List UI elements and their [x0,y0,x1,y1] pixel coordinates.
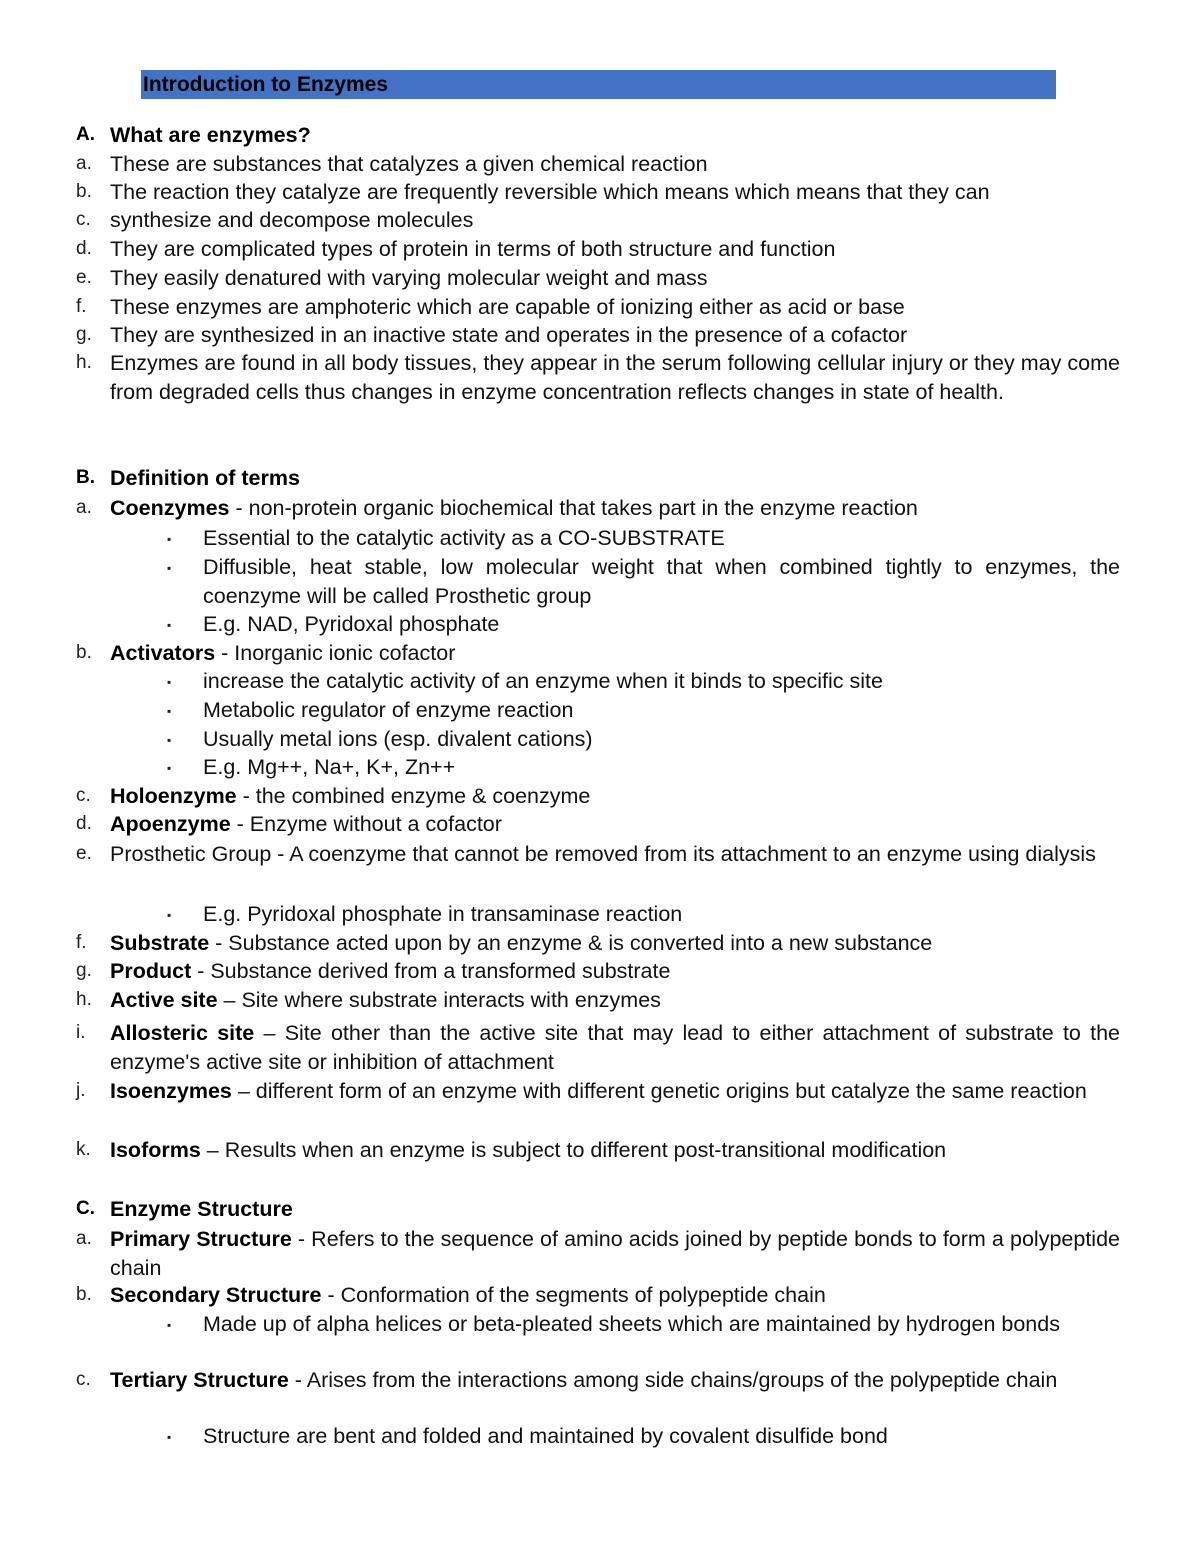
term-definition: - non-protein organic biochemical that takes part in the enzyme reaction [229,496,918,520]
list-marker: a. [76,497,92,518]
term-label: Product [110,959,192,983]
list-marker: b. [76,181,92,202]
bullet-text: Structure are bent and folded and maintained by covalent disulfide bond [203,1424,888,1448]
document-title: Introduction to Enzymes [143,73,389,96]
section-heading-c [76,1195,1120,1224]
term-definition: They are synthesized in an inactive state and operates in the presence of a cofactor [110,323,908,347]
list-item [76,494,1120,523]
bullet-item [167,1310,1120,1339]
list-marker: a. [76,153,92,174]
section-marker: C. [76,1198,95,1219]
list-item-text [110,206,1120,235]
bullet-text: increase the catalytic activity of an enzyme when it binds to specific site [203,669,883,693]
list-item-text [110,178,1120,207]
list-item [76,639,1120,668]
bullet-item [167,1422,1120,1451]
list-item [76,1136,1120,1165]
term-label: Coenzymes [110,496,230,520]
bullet-item [167,610,1120,639]
term-definition: They easily denatured with varying molecular weight and mass [110,266,708,290]
list-item-text [110,1136,1120,1165]
section-heading-b [76,464,1120,493]
section-heading-text: Definition of terms [110,466,300,490]
list-item [76,150,1120,179]
term-label: Primary Structure [110,1227,292,1251]
list-item-text [110,986,1120,1015]
bullet-text: Made up of alpha helices or beta-pleated sheets which are maintained by hydrogen bonds [203,1312,1060,1336]
section-marker: B. [76,467,95,488]
bullet-item [167,696,1120,725]
list-item [76,1225,1120,1282]
list-item-text [110,957,1120,986]
list-marker: h. [76,989,92,1010]
bullet-text: Usually metal ions (esp. divalent cations) [203,727,593,751]
list-item-text [110,321,1120,350]
list-marker: b. [76,1284,92,1305]
list-item-text [110,150,1120,179]
bullet-text: E.g. NAD, Pyridoxal phosphate [203,612,500,636]
list-item-text [110,1019,1120,1076]
list-marker: g. [76,324,92,345]
term-definition: These are substances that catalyzes a given chemical reaction [110,152,708,176]
list-item [76,178,1120,207]
title-bar [141,70,1056,99]
term-definition: - Conformation of the segments of polypeptide chain [321,1283,826,1307]
bullet-item [167,524,1120,553]
bullet-item [167,553,1120,610]
list-marker: e. [76,267,92,288]
list-marker: c. [76,1369,91,1390]
list-marker: h. [76,352,92,373]
term-definition: – Site other than the active site that may lead to either attachment of substrate to the enzyme's active site or inhibition of attachment [110,1021,1120,1074]
term-definition: - Inorganic ionic cofactor [215,641,456,665]
section-heading-a [76,121,1120,150]
list-item-text [110,840,1120,869]
bullet-item [167,667,1120,696]
list-item-text [110,1366,1120,1395]
list-item [76,1019,1120,1076]
term-definition: - the combined enzyme & coenzyme [236,784,591,808]
list-marker: b. [76,642,92,663]
list-item [76,810,1120,839]
term-label: Substrate [110,931,210,955]
list-marker: e. [76,843,92,864]
bullet-icon: ▪ [167,675,172,689]
list-item-text [110,1225,1120,1282]
term-definition: They are complicated types of protein in terms of both structure and function [110,237,836,261]
list-item [76,957,1120,986]
list-marker: k. [76,1139,91,1160]
list-item-text [110,929,1120,958]
bullet-icon: ▪ [167,1430,172,1444]
bullet-text: E.g. Mg++, Na+, K+, Zn++ [203,755,456,779]
bullet-text: Diffusible, heat stable, low molecular weight that when combined tightly to enzymes, the coenzyme will be called Prosthetic group [203,555,1120,608]
bullet-icon: ▪ [167,618,172,632]
list-marker: c. [76,209,91,230]
term-label: Apoenzyme [110,812,231,836]
term-definition: These enzymes are amphoteric which are capable of ionizing either as acid or base [110,295,905,319]
term-definition: The reaction they catalyze are frequently reversible which means which means that they can [110,180,990,204]
bullet-icon: ▪ [167,1318,172,1332]
bullet-icon: ▪ [167,733,172,747]
term-label: Active site [110,988,218,1012]
term-definition: - Enzyme without a cofactor [230,812,502,836]
term-label: Activators [110,641,216,665]
list-item [76,1281,1120,1310]
term-definition: – Site where substrate interacts with enzymes [217,988,661,1012]
term-label: Isoenzymes [110,1079,232,1103]
bullet-icon: ▪ [167,532,172,546]
list-item [76,206,1120,235]
list-marker: f. [76,932,87,953]
list-item [76,782,1120,811]
term-label: Isoforms [110,1138,201,1162]
list-marker: j. [76,1080,86,1101]
term-definition: - Refers to the sequence of amino acids joined by peptide bonds to form a polypeptide chain [110,1227,1120,1280]
list-marker: d. [76,238,92,259]
list-item-text [110,1281,1120,1310]
list-item [76,1077,1120,1106]
list-marker: c. [76,785,91,806]
list-item-text [110,235,1120,264]
list-item-text [110,810,1120,839]
section-heading-text: Enzyme Structure [110,1197,293,1221]
term-definition: - Arises from the interactions among side chains/groups of the polypeptide chain [288,1368,1058,1392]
list-item [76,264,1120,293]
bullet-icon: ▪ [167,704,172,718]
term-definition: Prosthetic Group - A coenzyme that cannot be removed from its attachment to an enzyme using dialysis [110,842,1096,866]
list-item-text [110,494,1120,523]
list-item [76,349,1120,406]
list-item [76,293,1120,322]
list-marker: f. [76,296,87,317]
term-label: Holoenzyme [110,784,237,808]
bullet-item [167,725,1120,754]
list-item [76,840,1120,869]
list-marker: g. [76,960,92,981]
term-definition: – different form of an enzyme with different genetic origins but catalyze the same reaction [231,1079,1087,1103]
bullet-icon: ▪ [167,761,172,775]
bullet-text: Metabolic regulator of enzyme reaction [203,698,574,722]
list-item [76,235,1120,264]
list-item-text [110,639,1120,668]
term-label: Secondary Structure [110,1283,322,1307]
term-definition: - Substance acted upon by an enzyme & is converted into a new substance [209,931,933,955]
list-item-text [110,349,1120,406]
list-item-text [110,264,1120,293]
list-item [76,986,1120,1015]
list-item-text [110,293,1120,322]
term-definition: synthesize and decompose molecules [110,208,474,232]
list-marker: d. [76,813,92,834]
list-item [76,929,1120,958]
list-marker: i. [76,1022,86,1043]
list-item-text [110,1077,1120,1106]
section-marker: A. [76,124,95,145]
bullet-text: E.g. Pyridoxal phosphate in transaminase reaction [203,902,683,926]
term-label: Allosteric site [110,1021,255,1045]
term-definition: Enzymes are found in all body tissues, they appear in the serum following cellular injury or they may come from degraded cells thus changes in enzyme concentration reflects changes in state of health. [110,351,1120,404]
list-item-text [110,782,1120,811]
term-definition: – Results when an enzyme is subject to different post-transitional modification [200,1138,947,1162]
list-marker: a. [76,1228,92,1249]
list-item [76,321,1120,350]
term-definition: - Substance derived from a transformed substrate [191,959,671,983]
bullet-icon: ▪ [167,908,172,922]
bullet-icon: ▪ [167,561,172,575]
section-heading-text: What are enzymes? [110,123,311,147]
term-label: Tertiary Structure [110,1368,289,1392]
bullet-item [167,753,1120,782]
bullet-item [167,900,1120,929]
bullet-text: Essential to the catalytic activity as a CO-SUBSTRATE [203,526,725,550]
list-item [76,1366,1120,1395]
